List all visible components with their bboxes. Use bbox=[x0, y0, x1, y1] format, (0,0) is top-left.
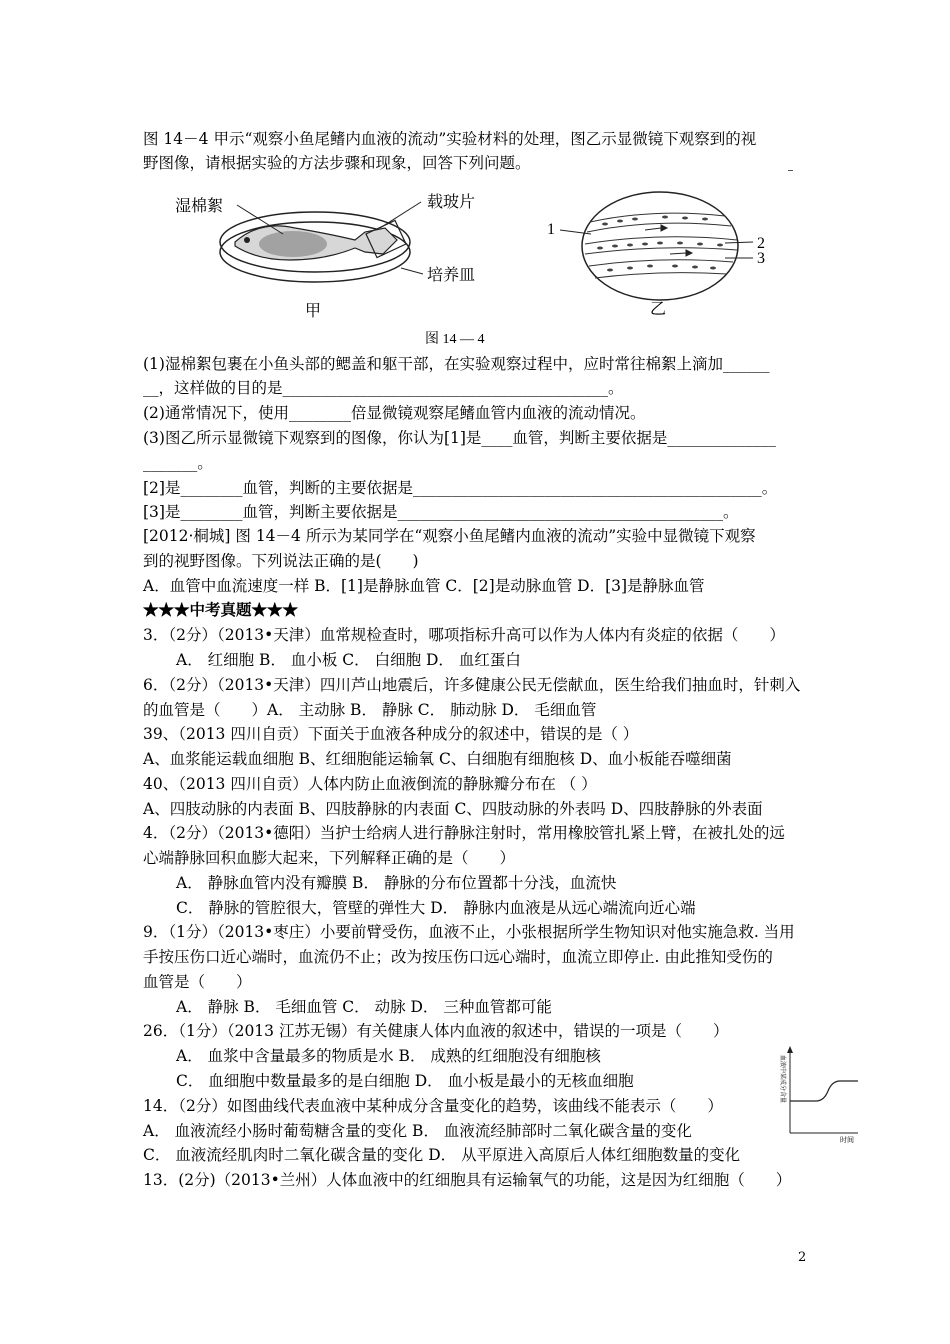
curve-ylabel: 血液中某成分含量 bbox=[779, 1055, 785, 1104]
q26-options-cd: C． 血细胞中数量最多的是白细胞 D． 血小板是最小的无核血细胞 bbox=[176, 1072, 634, 1090]
q3-line-1: (3)图乙所示显微镜下观察到的图像，你认为[1]是____血管，判断主要依据是______________ bbox=[143, 429, 776, 447]
q39-options: A、血浆能运载血细胞 B、红细胞能运输氧 C、白细胞有细胞核 D、血小板能吞噬细菌 bbox=[143, 750, 732, 768]
petri-dish-figure bbox=[220, 202, 423, 282]
q3-line-4: [3]是________血管，判断主要依据是__________________________________________。 bbox=[143, 503, 739, 521]
q13-lanzhou: 13．(2分)（2013•兰州）人体血液中的红细胞具有运输氧气的功能，这是因为红细胞（ ） bbox=[143, 1171, 792, 1189]
trend-curve-figure bbox=[768, 1043, 860, 1143]
curve-xlabel: 时间 bbox=[840, 1137, 854, 1143]
q26: 26．（1分）（2013 江苏无锡）有关健康人体内血液的叙述中，错误的一项是（ ） bbox=[143, 1022, 729, 1040]
q-deyang-options-cd: C． 静脉的管腔很大，管壁的弹性大 D． 静脉内血液是从远心端流向近心端 bbox=[176, 899, 696, 917]
label-2: 2 bbox=[757, 235, 765, 252]
q-tianjin-6-line-2: 的血管是（ ）A． 主动脉 B． 静脉 C． 肺动脉 D． 毛细血管 bbox=[143, 701, 597, 719]
q40: 40、（2013 四川自贡）人体内防止血液倒流的静脉瓣分布在 （ ） bbox=[143, 775, 597, 793]
section-heading: ★★★中考真题★★★ bbox=[143, 600, 299, 619]
label-slide: 载玻片 bbox=[427, 194, 476, 211]
intro-line-2: 野图像，请根据实验的方法步骤和现象，回答下列问题。 bbox=[143, 154, 531, 172]
tongcheng-line-1: [2012·桐城] 图 14－4 所示为某同学在“观察小鱼尾鳍内血液的流动”实验中显微镜下观察 bbox=[143, 527, 756, 545]
tongcheng-options: A．血管中血流速度一样 B．[1]是静脉血管 C．[2]是动脉血管 D．[3]是静脉血管 bbox=[143, 577, 705, 595]
q14-options-ab: A． 血液流经小肠时葡萄糖含量的变化 B． 血液流经肺部时二氧化碳含量的变化 bbox=[143, 1122, 692, 1140]
figure-14-4 bbox=[165, 188, 795, 348]
q-deyang-line-1: 4．（2分）（2013•德阳）当护士给病人进行静脉注射时，常用橡胶管扎紧上臂，在被扎处的远 bbox=[143, 824, 785, 842]
q-zaozhuang-line-2: 手按压伤口近心端时，血流仍不止；改为按压伤口远心端时，血流立即停止. 由此推知受伤的 bbox=[143, 948, 773, 966]
q14: 14．（2分）如图曲线代表血液中某种成分含量变化的趋势，该曲线不能表示（ ） bbox=[143, 1097, 723, 1115]
figure-caption: 图 14 — 4 bbox=[425, 332, 485, 347]
q40-options: A、四肢动脉的内表面 B、四肢静脉的内表面 C、四肢动脉的外表吗 D、四肢静脉的外表面 bbox=[143, 800, 763, 818]
q1-line-2: __，这样做的目的是__________________________________________。 bbox=[143, 379, 624, 397]
q3-line-3: [2]是________血管，判断的主要依据是_____________________________________________。 bbox=[143, 479, 778, 497]
q14-options-cd: C． 血液流经肌肉时二氧化碳含量的变化 D． 从平原进入高原后人体红细胞数量的变化 bbox=[143, 1146, 741, 1164]
label-yi: 乙 bbox=[650, 301, 667, 318]
label-dish: 培养皿 bbox=[427, 267, 476, 284]
q-zaozhuang-options: A． 静脉 B． 毛细血管 C． 动脉 D． 三种血管都可能 bbox=[176, 998, 552, 1016]
q26-options-ab: A． 血浆中含量最多的物质是水 B． 成熟的红细胞没有细胞核 bbox=[176, 1047, 601, 1065]
label-3: 3 bbox=[757, 250, 765, 267]
q2-line: (2)通常情况下，使用________倍显微镜观察尾鳍血管内血液的流动情况。 bbox=[143, 404, 646, 422]
label-1: 1 bbox=[547, 221, 555, 238]
q-tianjin-3: 3．（2分）（2013•天津）血常规检查时，哪项指标升高可以作为人体内有炎症的依据（ ） bbox=[143, 626, 785, 644]
q-zaozhuang-line-3: 血管是（ ） bbox=[143, 973, 252, 991]
q-zaozhuang-line-1: 9．（1分）（2013•枣庄）小要前臂受伤，血液不止，小张根据所学生物知识对他实施急救. 当用 bbox=[143, 923, 795, 941]
tongcheng-line-2: 到的视野图像。下列说法正确的是( ) bbox=[143, 552, 419, 570]
stray-mark bbox=[788, 170, 793, 171]
q3-line-2: _______。 bbox=[143, 454, 213, 472]
q-tianjin-6-line-1: 6．（2分）（2013•天津）四川芦山地震后，许多健康公民无偿献血，医生给我们抽血时，针刺入 bbox=[143, 676, 801, 694]
q1-line-1: (1)湿棉絮包裹在小鱼头部的鳃盖和躯干部，在实验观察过程中，应时常往棉絮上滴加______ bbox=[143, 355, 770, 373]
q-tianjin-3-options: A． 红细胞 B． 血小板 C． 白细胞 D． 血红蛋白 bbox=[176, 651, 521, 669]
q-deyang-line-2: 心端静脉回积血膨大起来，下列解释正确的是（ ） bbox=[143, 849, 516, 867]
page-number: 2 bbox=[798, 1250, 807, 1265]
intro-line-1: 图 14－4 甲示“观察小鱼尾鳍内血液的流动”实验材料的处理，图乙示显微镜下观察到的视 bbox=[143, 130, 757, 148]
label-jia: 甲 bbox=[305, 303, 322, 320]
q39: 39、（2013 四川自贡）下面关于血液各种成分的叙述中，错误的是（ ） bbox=[143, 725, 639, 743]
label-cotton: 湿棉絮 bbox=[175, 198, 224, 215]
q-deyang-options-ab: A． 静脉血管内没有瓣膜 B． 静脉的分布位置都十分浅，血流快 bbox=[176, 874, 617, 892]
microscope-field-figure bbox=[560, 192, 753, 300]
